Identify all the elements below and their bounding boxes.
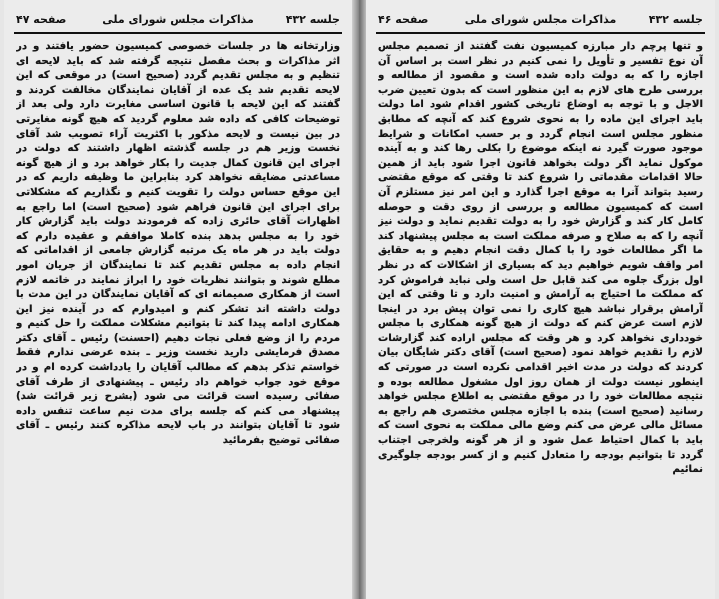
left-header-session: جلسه ۴۳۲ bbox=[285, 13, 340, 26]
right-header-title: مذاکرات مجلس شورای ملی bbox=[464, 13, 617, 26]
left-header-page-number: صفحه ۴۷ bbox=[16, 13, 67, 26]
left-page-body bbox=[16, 40, 340, 593]
right-page-body bbox=[378, 40, 703, 593]
right-body-paragraph: و تنها پرچم دار مبارزه كمیسیون نفت گفتند از تصمیم مجلس آن نوع تفسیر و تأویل را نمی کنیم در نظر است بر اساس آن اجازه را که به دولت داده شده است و مقصود از مطالعه و بررسی طرح های لازم به این منظور است که بدون تعیین ضرب الاجل و با توجه به اوضاع تاریخی کشور اقدام شود اما دولت باید اجرای این ماده را به نحوی شروع کند که آنچه که مطابق منظور مجلس است انجام گردد و بر حسب امكانات و شرایط موجود صورت گیرد نه اینکه موضوع را بكلی رها کند و به آینده موکول نماید اگر دولت بخواهد قانون اجرا شود باید از همین حالا اقدامات مقدماتی را شروع کند تا وقتی که موقع مقتضی رسید بتواند آنرا به موقع اجرا گذارد و این امر نیز مستلزم آن است که کمیسیون مطالعه و بررسی از روی دقت و حوصله کامل کار کند و گزارش خود را به دولت تقدیم نماید و دولت نیز آنچه را که به صلاح و صرفه مملکت است به مجلس پیشنهاد کند ما اگر مطالعات خود را با کمال دقت انجام دهیم و به حقایق امر واقف شویم خواهیم دید که بسیاری از اشکالات که در نظر اول بزرگ جلوه می کند قابل حل است ولی نباید فراموش کرد که مملکت ما احتیاج به آرامش و امنیت دارد و تا وقتی که این آرامش برقرار نباشد هیچ کاری را نمی توان پیش برد در اینجا لازم است عرض کنم که دولت از هیچ گونه همکاری با مجلس خودداری نخواهد کرد و هر وقت که مجلس اراده کند گزارشات لازم را تقدیم خواهد نمود (صحیح است) آقای دکتر شایگان بیان کردند که دولت در مدت اخیر اقدامی نکرده است در صورتی که اینطور نیست دولت از همان روز اول مشغول مطالعه بوده و نتیجه مطالعات خود را در موقع مقتضی به اطلاع مجلس خواهد رسانید (صحیح است) بنده با اجازه مجلس مختصری هم راجع به مسائل مالی عرض می کنم وضع مالی مملکت به نحوی است که باید با کمال احتیاط عمل شود و از هر گونه ولخرجی اجتناب گردد تا بتوانیم بودجه را متعادل کنیم و از کسر بودجه جلوگیری نمائیم bbox=[378, 41, 703, 476]
left-body-paragraph: وزارتخانه ها در جلسات خصوصی کمیسیون حضور یافتند و در اثر مذاکرات و بحث مفصل نتیجه گرفته شد که باید لایحه ای تنظیم و به مجلس تقدیم گردد (صحیح است) در موقعی که این لایحه تقدیم شد یک عده از آقایان نمایندگان مخالفت کردند و گفتند که این لایحه با قانون اساسی مغایرت دارد ولی بعد از توضیحات کافی که داده شد معلوم گردید که هیچ گونه مغایرتی در بین نیست و لایحه مذکور با اکثریت آراء تصویب شد آقای نخست وزیر هم در جلسه گذشته اظهار داشتند که دولت در اجرای این قانون کمال جدیت را بکار خواهد برد و از هیچ گونه مساعدتی مضایقه نخواهد کرد بنابراین ما وظیفه داریم که در این موقع حساس دولت را تقویت کنیم و نگذاریم که مشکلاتی برای اجرای این قانون فراهم شود (صحیح است) اما راجع به اظهارات آقای حائری زاده که فرمودند دولت باید گزارش کار خود را به مجلس بدهد بنده کاملا موافقم و عقیده دارم که دولت باید در هر ماه یک مرتبه گزارش جامعی از اقداماتی که انجام داده به مجلس تقدیم کند تا نمایندگان از جریان امور مطلع شوند و بتوانند نظریات خود را ابراز نمایند در خاتمه لازم است از همکاری صمیمانه ای که آقایان نمایندگان در این مدت با دولت داشته اند تشکر کنم و امیدوارم که در آینده نیز این همکاری ادامه پیدا کند تا بتوانیم مشکلات مملکت را حل کنیم و مردم را از وضع فعلی نجات دهیم (احسنت) رئیس ـ آقای دکتر مصدق فرمایشی دارید نخست وزیر ـ بنده عرضی ندارم فقط خواستم تذکر بدهم که مطالب آقایان را یادداشت کرده ام و در موقع خود جواب خواهم داد رئیس ـ پیشنهادی از طرف آقای صفائی رسیده است قرائت می شود (بشرح زیر قرائت شد) پیشنهاد می کنم که جلسه برای مدت نیم ساعت تنفس داده شود تا آقایان بتوانند در باب لایحه مذاکره کنند رئیس ـ آقای صفائی توضیح بفرمائید bbox=[16, 41, 340, 447]
left-page bbox=[4, 0, 352, 599]
left-header-title: مذاکرات مجلس شورای ملی bbox=[102, 13, 254, 26]
right-header-session: جلسه ۴۳۲ bbox=[648, 13, 703, 26]
left-page-header bbox=[14, 10, 342, 34]
right-header-page-number: صفحه ۴۶ bbox=[378, 13, 429, 26]
book-gutter bbox=[352, 0, 366, 599]
right-page-header bbox=[376, 10, 705, 34]
right-page bbox=[366, 0, 715, 599]
